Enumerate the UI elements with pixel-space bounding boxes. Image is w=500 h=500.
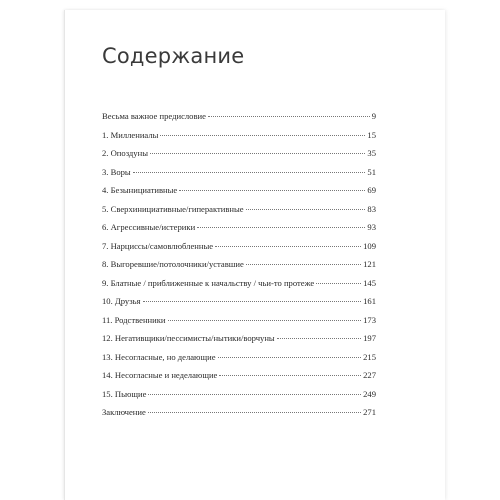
toc-entry bbox=[102, 352, 376, 371]
dot-leader bbox=[197, 227, 365, 228]
dot-leader bbox=[215, 246, 361, 247]
toc-entry bbox=[102, 111, 376, 130]
toc-entry-page: 35 bbox=[367, 148, 376, 158]
toc-entry-page: 271 bbox=[363, 407, 376, 417]
dot-leader bbox=[150, 153, 365, 154]
toc-entry-page: 121 bbox=[363, 259, 376, 269]
toc-entry-page: 227 bbox=[363, 370, 376, 380]
toc-entry bbox=[102, 315, 376, 334]
toc-entry bbox=[102, 407, 376, 426]
toc-entry-page: 249 bbox=[363, 388, 376, 399]
toc-entry-label: 9. Блатные / приближенные к начальству / чьи-то протеже bbox=[102, 277, 315, 288]
dot-leader bbox=[168, 320, 362, 321]
toc-entry-page: 215 bbox=[363, 351, 376, 362]
dot-leader bbox=[143, 301, 362, 302]
toc-entry-label: 12. Негативщики/пессимисты/нытики/ворчуны bbox=[102, 333, 275, 343]
toc-entry bbox=[102, 148, 376, 167]
toc-entry-label: 4. Безынициативные bbox=[102, 185, 178, 195]
dot-leader bbox=[179, 190, 365, 191]
toc-entry bbox=[102, 241, 376, 260]
toc-entry-label: 15. Пьющие bbox=[102, 388, 147, 399]
toc-entry bbox=[102, 370, 376, 389]
toc-entry-page: 15 bbox=[367, 129, 376, 140]
dot-leader bbox=[316, 283, 361, 284]
toc-entry bbox=[102, 278, 376, 297]
toc-entry-page: 161 bbox=[363, 296, 376, 306]
toc-entry-page: 93 bbox=[367, 222, 376, 232]
dot-leader bbox=[218, 357, 362, 358]
toc-entry-page: 51 bbox=[367, 166, 376, 177]
toc-entry bbox=[102, 333, 376, 352]
toc-entry-page: 83 bbox=[367, 203, 376, 214]
toc-entry-label: 13. Несогласные, но делающие bbox=[102, 351, 216, 362]
toc-entry-page: 69 bbox=[367, 185, 376, 195]
toc-entry bbox=[102, 259, 376, 278]
toc-entry-label: 3. Воры bbox=[102, 166, 131, 177]
toc-entry bbox=[102, 222, 376, 241]
toc-entry-label: 6. Агрессивные/истерики bbox=[102, 222, 196, 232]
table-of-contents bbox=[102, 111, 376, 426]
toc-entry-label: 11. Родственники bbox=[102, 314, 166, 325]
toc-entry-label: Весьма важное предисловие bbox=[102, 111, 206, 121]
toc-entry-page: 109 bbox=[363, 240, 376, 251]
toc-entry-page: 145 bbox=[363, 277, 376, 288]
toc-entry-label: Заключение bbox=[102, 407, 146, 417]
toc-entry bbox=[102, 296, 376, 315]
toc-entry-label: 8. Выгоревшие/потолочники/уставшие bbox=[102, 259, 244, 269]
toc-entry-page: 173 bbox=[363, 314, 376, 325]
toc-entry-label: 14. Несогласные и неделающие bbox=[102, 370, 218, 380]
toc-entry-label: 10. Друзья bbox=[102, 296, 141, 306]
toc-entry-label: 5. Сверхинициативные/гиперактивные bbox=[102, 203, 244, 214]
toc-entry-label: 7. Нарциссы/самовлюбленные bbox=[102, 240, 214, 251]
toc-entry-page: 9 bbox=[371, 111, 376, 121]
dot-leader bbox=[133, 172, 366, 173]
toc-entry-label: 1. Миллениалы bbox=[102, 129, 159, 140]
toc-entry-label: 2. Опоздуны bbox=[102, 148, 148, 158]
toc-entry bbox=[102, 130, 376, 149]
toc-entry bbox=[102, 185, 376, 204]
dot-leader bbox=[148, 394, 361, 395]
dot-leader bbox=[246, 209, 366, 210]
toc-entry bbox=[102, 389, 376, 408]
dot-leader bbox=[246, 264, 361, 265]
toc-entry bbox=[102, 167, 376, 186]
dot-leader bbox=[219, 375, 361, 376]
dot-leader bbox=[277, 338, 361, 339]
dot-leader bbox=[148, 412, 361, 413]
dot-leader bbox=[208, 116, 370, 117]
page-title: Содержание bbox=[102, 44, 245, 68]
toc-entry bbox=[102, 204, 376, 223]
toc-entry-page: 197 bbox=[363, 333, 376, 343]
dot-leader bbox=[160, 135, 365, 136]
